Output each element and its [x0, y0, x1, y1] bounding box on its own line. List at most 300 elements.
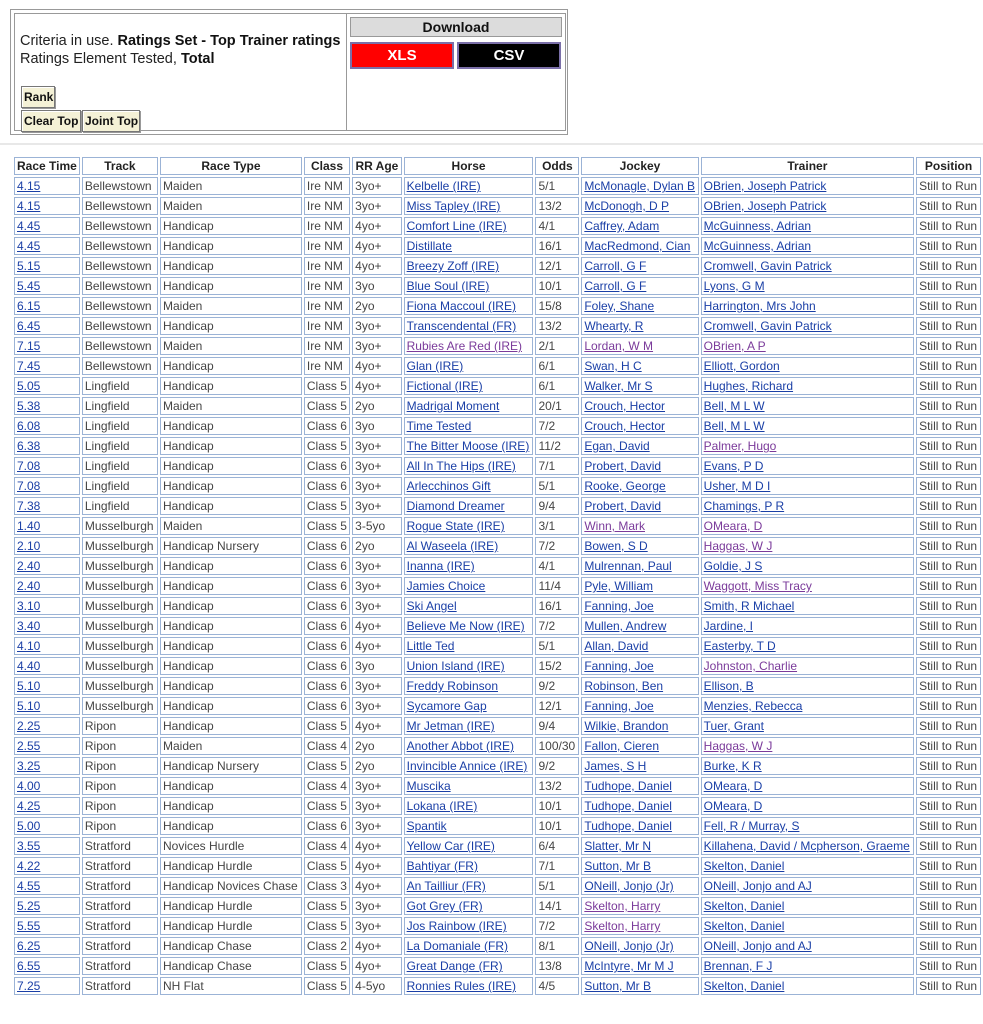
- cell-horse[interactable]: Fictional (IRE): [404, 377, 534, 395]
- cell-race-time[interactable]: 7.08: [14, 457, 80, 475]
- cell-class: Class 5: [304, 717, 350, 735]
- cell-horse[interactable]: Sycamore Gap: [404, 697, 534, 715]
- cell-class: Class 6: [304, 617, 350, 635]
- cell-track: Lingfield: [82, 417, 158, 435]
- table-row: [14, 177, 981, 195]
- cell-position: Still to Run: [916, 817, 981, 835]
- cell-jockey[interactable]: Robinson, Ben: [581, 677, 698, 695]
- cell-track: Musselburgh: [82, 537, 158, 555]
- column-header-horse[interactable]: Horse: [404, 157, 534, 175]
- cell-track: Musselburgh: [82, 577, 158, 595]
- cell-rr-age: 4yo+: [352, 357, 401, 375]
- cell-trainer[interactable]: OMeara, D: [701, 777, 914, 795]
- column-header-trainer[interactable]: Trainer: [701, 157, 914, 175]
- cell-race-time[interactable]: 4.15: [14, 177, 80, 195]
- cell-jockey[interactable]: Tudhope, Daniel: [581, 777, 698, 795]
- cell-track: Ripon: [82, 757, 158, 775]
- cell-jockey[interactable]: Carroll, G F: [581, 257, 698, 275]
- cell-horse[interactable]: Blue Soul (IRE): [404, 277, 534, 295]
- cell-jockey[interactable]: Crouch, Hector: [581, 397, 698, 415]
- table-row: [14, 197, 981, 215]
- column-header-race-type[interactable]: Race Type: [160, 157, 302, 175]
- cell-horse[interactable]: Jos Rainbow (IRE): [404, 917, 534, 935]
- cell-jockey[interactable]: Fanning, Joe: [581, 597, 698, 615]
- clear-top-button[interactable]: Clear Top: [21, 110, 81, 132]
- cell-position: Still to Run: [916, 357, 981, 375]
- cell-trainer[interactable]: Johnston, Charlie: [701, 657, 914, 675]
- cell-race-time[interactable]: 3.40: [14, 617, 80, 635]
- cell-race-time[interactable]: 4.15: [14, 197, 80, 215]
- table-row: [14, 237, 981, 255]
- cell-jockey[interactable]: Lordan, W M: [581, 337, 698, 355]
- cell-horse[interactable]: Muscika: [404, 777, 534, 795]
- cell-race-type: Handicap: [160, 237, 302, 255]
- cell-position: Still to Run: [916, 377, 981, 395]
- cell-rr-age: 4yo+: [352, 937, 401, 955]
- cell-race-time[interactable]: 4.40: [14, 657, 80, 675]
- cell-position: Still to Run: [916, 637, 981, 655]
- cell-class: Class 6: [304, 697, 350, 715]
- cell-race-time[interactable]: 2.10: [14, 537, 80, 555]
- cell-race-time[interactable]: 1.40: [14, 517, 80, 535]
- cell-trainer[interactable]: Fell, R / Murray, S: [701, 817, 914, 835]
- cell-horse[interactable]: Diamond Dreamer: [404, 497, 534, 515]
- table-row: [14, 937, 981, 955]
- joint-top-button[interactable]: Joint Top: [82, 110, 140, 132]
- cell-race-time[interactable]: 4.10: [14, 637, 80, 655]
- cell-race-time[interactable]: 5.45: [14, 277, 80, 295]
- cell-rr-age: 3yo+: [352, 917, 401, 935]
- cell-rr-age: 4yo+: [352, 877, 401, 895]
- cell-trainer[interactable]: Palmer, Hugo: [701, 437, 914, 455]
- cell-race-time[interactable]: 7.08: [14, 477, 80, 495]
- table-row: [14, 777, 981, 795]
- cell-class: Class 5: [304, 957, 350, 975]
- cell-track: Lingfield: [82, 437, 158, 455]
- cell-race-time[interactable]: 5.25: [14, 897, 80, 915]
- cell-race-time[interactable]: 2.55: [14, 737, 80, 755]
- cell-rr-age: 4yo+: [352, 257, 401, 275]
- cell-trainer[interactable]: Bell, M L W: [701, 417, 914, 435]
- cell-jockey[interactable]: Mulrennan, Paul: [581, 557, 698, 575]
- cell-jockey[interactable]: Skelton, Harry: [581, 897, 698, 915]
- cell-trainer[interactable]: Waggott, Miss Tracy: [701, 577, 914, 595]
- cell-horse[interactable]: Kelbelle (IRE): [404, 177, 534, 195]
- cell-race-time[interactable]: 5.10: [14, 677, 80, 695]
- cell-horse[interactable]: Ski Angel: [404, 597, 534, 615]
- cell-class: Ire NM: [304, 337, 350, 355]
- cell-odds: 7/2: [535, 917, 579, 935]
- cell-race-type: Handicap: [160, 677, 302, 695]
- column-header-class[interactable]: Class: [304, 157, 350, 175]
- cell-position: Still to Run: [916, 737, 981, 755]
- column-header-track[interactable]: Track: [82, 157, 158, 175]
- cell-track: Musselburgh: [82, 557, 158, 575]
- cell-trainer[interactable]: Lyons, G M: [701, 277, 914, 295]
- cell-horse[interactable]: Lokana (IRE): [404, 797, 534, 815]
- cell-horse[interactable]: Believe Me Now (IRE): [404, 617, 534, 635]
- cell-jockey[interactable]: Carroll, G F: [581, 277, 698, 295]
- cell-trainer[interactable]: Bell, M L W: [701, 397, 914, 415]
- cell-class: Class 6: [304, 817, 350, 835]
- cell-trainer[interactable]: Skelton, Daniel: [701, 917, 914, 935]
- cell-race-time[interactable]: 4.22: [14, 857, 80, 875]
- cell-trainer[interactable]: Hughes, Richard: [701, 377, 914, 395]
- cell-odds: 14/1: [535, 897, 579, 915]
- cell-class: Ire NM: [304, 217, 350, 235]
- cell-horse[interactable]: Breezy Zoff (IRE): [404, 257, 534, 275]
- cell-class: Ire NM: [304, 317, 350, 335]
- cell-jockey[interactable]: Whearty, R: [581, 317, 698, 335]
- cell-position: Still to Run: [916, 417, 981, 435]
- cell-jockey[interactable]: ONeill, Jonjo (Jr): [581, 877, 698, 895]
- cell-class: Class 6: [304, 557, 350, 575]
- criteria-text: [20, 32, 340, 68]
- table-body: [14, 177, 981, 995]
- cell-jockey[interactable]: Skelton, Harry: [581, 917, 698, 935]
- cell-jockey[interactable]: Fanning, Joe: [581, 697, 698, 715]
- cell-trainer[interactable]: Cromwell, Gavin Patrick: [701, 317, 914, 335]
- cell-jockey[interactable]: Slatter, Mr N: [581, 837, 698, 855]
- cell-odds: 3/1: [535, 517, 579, 535]
- cell-horse[interactable]: Jamies Choice: [404, 577, 534, 595]
- cell-horse[interactable]: Glan (IRE): [404, 357, 534, 375]
- cell-race-time[interactable]: 3.55: [14, 837, 80, 855]
- cell-jockey[interactable]: Crouch, Hector: [581, 417, 698, 435]
- cell-horse[interactable]: Mr Jetman (IRE): [404, 717, 534, 735]
- column-header-odds[interactable]: Odds: [535, 157, 579, 175]
- cell-trainer[interactable]: OMeara, D: [701, 797, 914, 815]
- cell-race-type: Handicap Hurdle: [160, 897, 302, 915]
- cell-jockey[interactable]: Tudhope, Daniel: [581, 797, 698, 815]
- cell-race-time[interactable]: 5.05: [14, 377, 80, 395]
- cell-rr-age: 4yo+: [352, 637, 401, 655]
- cell-odds: 13/2: [535, 197, 579, 215]
- download-csv-button[interactable]: CSV: [457, 42, 561, 69]
- cell-trainer[interactable]: Easterby, T D: [701, 637, 914, 655]
- cell-track: Ripon: [82, 737, 158, 755]
- cell-rr-age: 3yo+: [352, 897, 401, 915]
- table-row: [14, 357, 981, 375]
- cell-jockey[interactable]: Probert, David: [581, 457, 698, 475]
- cell-odds: 12/1: [535, 257, 579, 275]
- cell-odds: 4/5: [535, 977, 579, 995]
- cell-jockey[interactable]: Caffrey, Adam: [581, 217, 698, 235]
- table-row: [14, 377, 981, 395]
- cell-horse[interactable]: Invincible Annice (IRE): [404, 757, 534, 775]
- cell-race-time[interactable]: 6.25: [14, 937, 80, 955]
- cell-horse[interactable]: Got Grey (FR): [404, 897, 534, 915]
- cell-class: Class 4: [304, 737, 350, 755]
- cell-class: Ire NM: [304, 257, 350, 275]
- table-row: [14, 917, 981, 935]
- cell-race-type: Handicap: [160, 417, 302, 435]
- cell-jockey[interactable]: Sutton, Mr B: [581, 857, 698, 875]
- cell-position: Still to Run: [916, 777, 981, 795]
- cell-odds: 5/1: [535, 177, 579, 195]
- cell-trainer[interactable]: Menzies, Rebecca: [701, 697, 914, 715]
- cell-trainer[interactable]: Burke, K R: [701, 757, 914, 775]
- cell-track: Stratford: [82, 877, 158, 895]
- cell-race-time[interactable]: 5.55: [14, 917, 80, 935]
- cell-class: Class 6: [304, 677, 350, 695]
- cell-class: Ire NM: [304, 297, 350, 315]
- cell-race-time[interactable]: 6.45: [14, 317, 80, 335]
- cell-race-type: Handicap: [160, 457, 302, 475]
- cell-track: Lingfield: [82, 397, 158, 415]
- cell-jockey[interactable]: James, S H: [581, 757, 698, 775]
- cell-horse[interactable]: Comfort Line (IRE): [404, 217, 534, 235]
- cell-track: Stratford: [82, 857, 158, 875]
- cell-position: Still to Run: [916, 237, 981, 255]
- cell-trainer[interactable]: Skelton, Daniel: [701, 977, 914, 995]
- cell-odds: 13/8: [535, 957, 579, 975]
- table-row: [14, 217, 981, 235]
- table-row: [14, 557, 981, 575]
- cell-odds: 5/1: [535, 477, 579, 495]
- cell-track: Stratford: [82, 917, 158, 935]
- cell-race-time[interactable]: 7.15: [14, 337, 80, 355]
- cell-race-type: Handicap: [160, 277, 302, 295]
- cell-race-time[interactable]: 7.25: [14, 977, 80, 995]
- cell-odds: 7/1: [535, 857, 579, 875]
- header-row: [14, 157, 981, 175]
- table-row: [14, 517, 981, 535]
- table-row: [14, 577, 981, 595]
- cell-race-type: Handicap: [160, 437, 302, 455]
- cell-position: Still to Run: [916, 597, 981, 615]
- cell-horse[interactable]: Spantik: [404, 817, 534, 835]
- cell-race-time[interactable]: 3.10: [14, 597, 80, 615]
- cell-trainer[interactable]: Goldie, J S: [701, 557, 914, 575]
- cell-race-time[interactable]: 2.25: [14, 717, 80, 735]
- cell-horse[interactable]: Another Abbot (IRE): [404, 737, 534, 755]
- cell-race-time[interactable]: 6.38: [14, 437, 80, 455]
- cell-position: Still to Run: [916, 317, 981, 335]
- cell-trainer[interactable]: Smith, R Michael: [701, 597, 914, 615]
- table-row: [14, 617, 981, 635]
- table-row: [14, 697, 981, 715]
- cell-horse[interactable]: Union Island (IRE): [404, 657, 534, 675]
- cell-trainer[interactable]: Brennan, F J: [701, 957, 914, 975]
- table-row: [14, 677, 981, 695]
- cell-track: Musselburgh: [82, 677, 158, 695]
- table-row: [14, 597, 981, 615]
- cell-horse[interactable]: Inanna (IRE): [404, 557, 534, 575]
- cell-race-type: Handicap: [160, 477, 302, 495]
- cell-trainer[interactable]: ONeill, Jonjo and AJ: [701, 877, 914, 895]
- cell-horse[interactable]: Bahtiyar (FR): [404, 857, 534, 875]
- column-header-jockey[interactable]: Jockey: [581, 157, 698, 175]
- cell-race-time[interactable]: 4.45: [14, 237, 80, 255]
- cell-trainer[interactable]: Chamings, P R: [701, 497, 914, 515]
- cell-track: Ripon: [82, 817, 158, 835]
- cell-jockey[interactable]: MacRedmond, Cian: [581, 237, 698, 255]
- cell-race-time[interactable]: 5.38: [14, 397, 80, 415]
- cell-trainer[interactable]: McGuinness, Adrian: [701, 217, 914, 235]
- cell-horse[interactable]: Distillate: [404, 237, 534, 255]
- criteria-element-value: Total: [180, 51, 215, 67]
- cell-trainer[interactable]: Jardine, I: [701, 617, 914, 635]
- cell-position: Still to Run: [916, 857, 981, 875]
- cell-odds: 7/2: [535, 417, 579, 435]
- cell-rr-age: 4yo+: [352, 217, 401, 235]
- cell-race-time[interactable]: 2.40: [14, 557, 80, 575]
- cell-jockey[interactable]: Egan, David: [581, 437, 698, 455]
- cell-horse[interactable]: An Tailliur (FR): [404, 877, 534, 895]
- cell-race-type: Handicap Nursery: [160, 757, 302, 775]
- divider: [0, 143, 983, 145]
- cell-horse[interactable]: Al Waseela (IRE): [404, 537, 534, 555]
- cell-trainer[interactable]: Skelton, Daniel: [701, 897, 914, 915]
- cell-horse[interactable]: Madrigal Moment: [404, 397, 534, 415]
- cell-jockey[interactable]: Fanning, Joe: [581, 657, 698, 675]
- cell-trainer[interactable]: Haggas, W J: [701, 737, 914, 755]
- cell-horse[interactable]: Little Ted: [404, 637, 534, 655]
- cell-trainer[interactable]: OBrien, A P: [701, 337, 914, 355]
- cell-jockey[interactable]: Swan, H C: [581, 357, 698, 375]
- cell-race-time[interactable]: 4.00: [14, 777, 80, 795]
- cell-class: Ire NM: [304, 357, 350, 375]
- column-header-position[interactable]: Position: [916, 157, 981, 175]
- cell-race-time[interactable]: 6.15: [14, 297, 80, 315]
- cell-race-type: Handicap: [160, 697, 302, 715]
- rank-button[interactable]: Rank: [21, 86, 55, 108]
- table-row: [14, 817, 981, 835]
- cell-race-type: Handicap: [160, 637, 302, 655]
- cell-race-time[interactable]: 4.45: [14, 217, 80, 235]
- cell-race-type: Novices Hurdle: [160, 837, 302, 855]
- cell-trainer[interactable]: Cromwell, Gavin Patrick: [701, 257, 914, 275]
- cell-jockey[interactable]: Sutton, Mr B: [581, 977, 698, 995]
- table-row: [14, 637, 981, 655]
- cell-jockey[interactable]: Bowen, S D: [581, 537, 698, 555]
- cell-race-type: NH Flat: [160, 977, 302, 995]
- cell-jockey[interactable]: McIntyre, Mr M J: [581, 957, 698, 975]
- cell-jockey[interactable]: Wilkie, Brandon: [581, 717, 698, 735]
- cell-race-type: Maiden: [160, 337, 302, 355]
- cell-horse[interactable]: The Bitter Moose (IRE): [404, 437, 534, 455]
- cell-race-time[interactable]: 6.08: [14, 417, 80, 435]
- cell-class: Class 6: [304, 637, 350, 655]
- cell-horse[interactable]: Rogue State (IRE): [404, 517, 534, 535]
- cell-track: Musselburgh: [82, 697, 158, 715]
- cell-odds: 9/4: [535, 497, 579, 515]
- cell-track: Musselburgh: [82, 517, 158, 535]
- cell-jockey[interactable]: McMonagle, Dylan B: [581, 177, 698, 195]
- cell-jockey[interactable]: Winn, Mark: [581, 517, 698, 535]
- cell-jockey[interactable]: Walker, Mr S: [581, 377, 698, 395]
- cell-race-time[interactable]: 6.55: [14, 957, 80, 975]
- cell-rr-age: 4yo+: [352, 377, 401, 395]
- cell-race-type: Maiden: [160, 397, 302, 415]
- cell-jockey[interactable]: McDonogh, D P: [581, 197, 698, 215]
- cell-trainer[interactable]: Skelton, Daniel: [701, 857, 914, 875]
- cell-horse[interactable]: Fiona Maccoul (IRE): [404, 297, 534, 315]
- cell-race-type: Handicap: [160, 257, 302, 275]
- cell-class: Class 5: [304, 917, 350, 935]
- table-row: [14, 477, 981, 495]
- cell-position: Still to Run: [916, 957, 981, 975]
- criteria-element-label: Ratings Element Tested,: [20, 51, 181, 67]
- cell-race-time[interactable]: 5.00: [14, 817, 80, 835]
- cell-horse[interactable]: Miss Tapley (IRE): [404, 197, 534, 215]
- cell-trainer[interactable]: Elliott, Gordon: [701, 357, 914, 375]
- cell-rr-age: 4yo+: [352, 857, 401, 875]
- cell-jockey[interactable]: Probert, David: [581, 497, 698, 515]
- table-row: [14, 897, 981, 915]
- cell-jockey[interactable]: Allan, David: [581, 637, 698, 655]
- cell-jockey[interactable]: Pyle, William: [581, 577, 698, 595]
- cell-trainer[interactable]: ONeill, Jonjo and AJ: [701, 937, 914, 955]
- download-xls-button[interactable]: XLS: [350, 42, 454, 69]
- cell-trainer[interactable]: Usher, M D I: [701, 477, 914, 495]
- cell-race-time[interactable]: 7.45: [14, 357, 80, 375]
- cell-horse[interactable]: Freddy Robinson: [404, 677, 534, 695]
- cell-horse[interactable]: Rubies Are Red (IRE): [404, 337, 534, 355]
- cell-trainer[interactable]: Killahena, David / Mcpherson, Graeme: [701, 837, 914, 855]
- cell-race-time[interactable]: 4.25: [14, 797, 80, 815]
- cell-horse[interactable]: Time Tested: [404, 417, 534, 435]
- cell-race-time[interactable]: 5.15: [14, 257, 80, 275]
- cell-trainer[interactable]: Ellison, B: [701, 677, 914, 695]
- column-header-race-time[interactable]: Race Time: [14, 157, 80, 175]
- cell-trainer[interactable]: Evans, P D: [701, 457, 914, 475]
- cell-horse[interactable]: Great Dange (FR): [404, 957, 534, 975]
- cell-rr-age: 3yo: [352, 417, 401, 435]
- cell-position: Still to Run: [916, 337, 981, 355]
- cell-position: Still to Run: [916, 937, 981, 955]
- cell-class: Class 6: [304, 597, 350, 615]
- cell-race-time[interactable]: 4.55: [14, 877, 80, 895]
- cell-horse[interactable]: Ronnies Rules (IRE): [404, 977, 534, 995]
- cell-horse[interactable]: Transcendental (FR): [404, 317, 534, 335]
- cell-jockey[interactable]: Rooke, George: [581, 477, 698, 495]
- cell-track: Bellewstown: [82, 297, 158, 315]
- cell-race-type: Handicap Hurdle: [160, 857, 302, 875]
- table-row: [14, 797, 981, 815]
- cell-trainer[interactable]: OBrien, Joseph Patrick: [701, 177, 914, 195]
- cell-horse[interactable]: La Domaniale (FR): [404, 937, 534, 955]
- table-row: [14, 717, 981, 735]
- cell-jockey[interactable]: Fallon, Cieren: [581, 737, 698, 755]
- cell-jockey[interactable]: Mullen, Andrew: [581, 617, 698, 635]
- cell-trainer[interactable]: Harrington, Mrs John: [701, 297, 914, 315]
- column-header-rr-age[interactable]: RR Age: [352, 157, 401, 175]
- cell-class: Class 2: [304, 937, 350, 955]
- cell-jockey[interactable]: Foley, Shane: [581, 297, 698, 315]
- cell-race-type: Maiden: [160, 737, 302, 755]
- cell-rr-age: 4yo+: [352, 617, 401, 635]
- cell-trainer[interactable]: Haggas, W J: [701, 537, 914, 555]
- cell-horse[interactable]: Yellow Car (IRE): [404, 837, 534, 855]
- cell-trainer[interactable]: OBrien, Joseph Patrick: [701, 197, 914, 215]
- cell-race-time[interactable]: 5.10: [14, 697, 80, 715]
- cell-race-time[interactable]: 3.25: [14, 757, 80, 775]
- cell-jockey[interactable]: Tudhope, Daniel: [581, 817, 698, 835]
- cell-jockey[interactable]: ONeill, Jonjo (Jr): [581, 937, 698, 955]
- cell-track: Bellewstown: [82, 257, 158, 275]
- cell-trainer[interactable]: Tuer, Grant: [701, 717, 914, 735]
- cell-trainer[interactable]: OMeara, D: [701, 517, 914, 535]
- cell-trainer[interactable]: McGuinness, Adrian: [701, 237, 914, 255]
- cell-race-time[interactable]: 7.38: [14, 497, 80, 515]
- cell-horse[interactable]: Arlecchinos Gift: [404, 477, 534, 495]
- cell-position: Still to Run: [916, 197, 981, 215]
- cell-horse[interactable]: All In The Hips (IRE): [404, 457, 534, 475]
- cell-class: Class 5: [304, 437, 350, 455]
- cell-race-time[interactable]: 2.40: [14, 577, 80, 595]
